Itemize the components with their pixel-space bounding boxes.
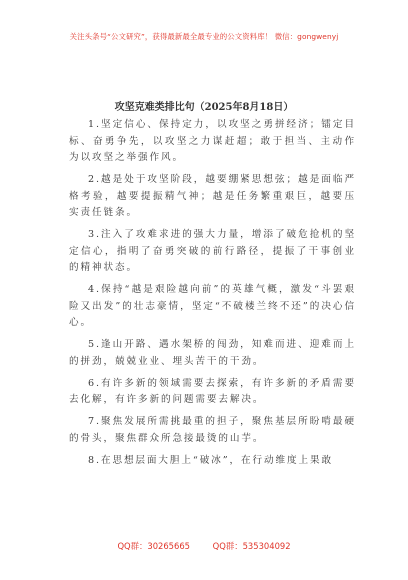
paragraph-3: 3.注入了攻难求进的强大力量，增添了破危抢机的坚定信心，指明了奋勇突破的前行路径，提振了干事创业的精神状态。 xyxy=(69,229,356,273)
paragraph-2: 2.越是处于攻坚阶段，越要绷紧思想弦；越是面临严格考验，越要提振精气神；越是任务繁重艰巨，越要压实责任链条。 xyxy=(69,174,356,218)
document-title: 攻坚克难类排比句（2025年8月18日） xyxy=(114,102,294,113)
paragraph-7: 7.聚焦发展所需挑最重的担子，聚焦基层所盼啃最硬的骨头，聚焦群众所急接最烫的山芋。 xyxy=(69,416,356,444)
footer-qq-group-2: QQ群：535304092 xyxy=(212,541,291,551)
paragraph-6: 6.有许多新的领域需要去探索，有许多新的矛盾需要去化解，有许多新的问题需要去解决。 xyxy=(69,377,356,405)
header-note: 关注头条号“公文研究”，获得最新最全最专业的公文资料库！ 微信：gongwenyj xyxy=(69,32,339,41)
paragraph-8: 8.在思想层面大胆上“破冰”，在行动维度上果敢 xyxy=(88,454,333,466)
footer xyxy=(0,540,408,552)
paragraph-5: 5.逢山开路、遇水架桥的闯劲，知难而进、迎难而上的拼劲，兢兢业业、埋头苦干的干劲。 xyxy=(69,339,356,367)
paragraph-4: 4.保持“越是艰险越向前”的英雄气概，激发“斗罢艰险又出发”的壮志豪情，坚定“不破楼兰终不还”的决心信心。 xyxy=(69,284,356,328)
paragraph-1: 1.坚定信心、保持定力，以攻坚之勇拼经济；镭定目标、奋勇争先，以攻坚之力谋赶超；敢于担当、主动作为以攻坚之举强作风。 xyxy=(69,119,356,163)
document-body xyxy=(69,117,356,475)
footer-qq-group-1: QQ群：30265665 xyxy=(117,541,190,551)
